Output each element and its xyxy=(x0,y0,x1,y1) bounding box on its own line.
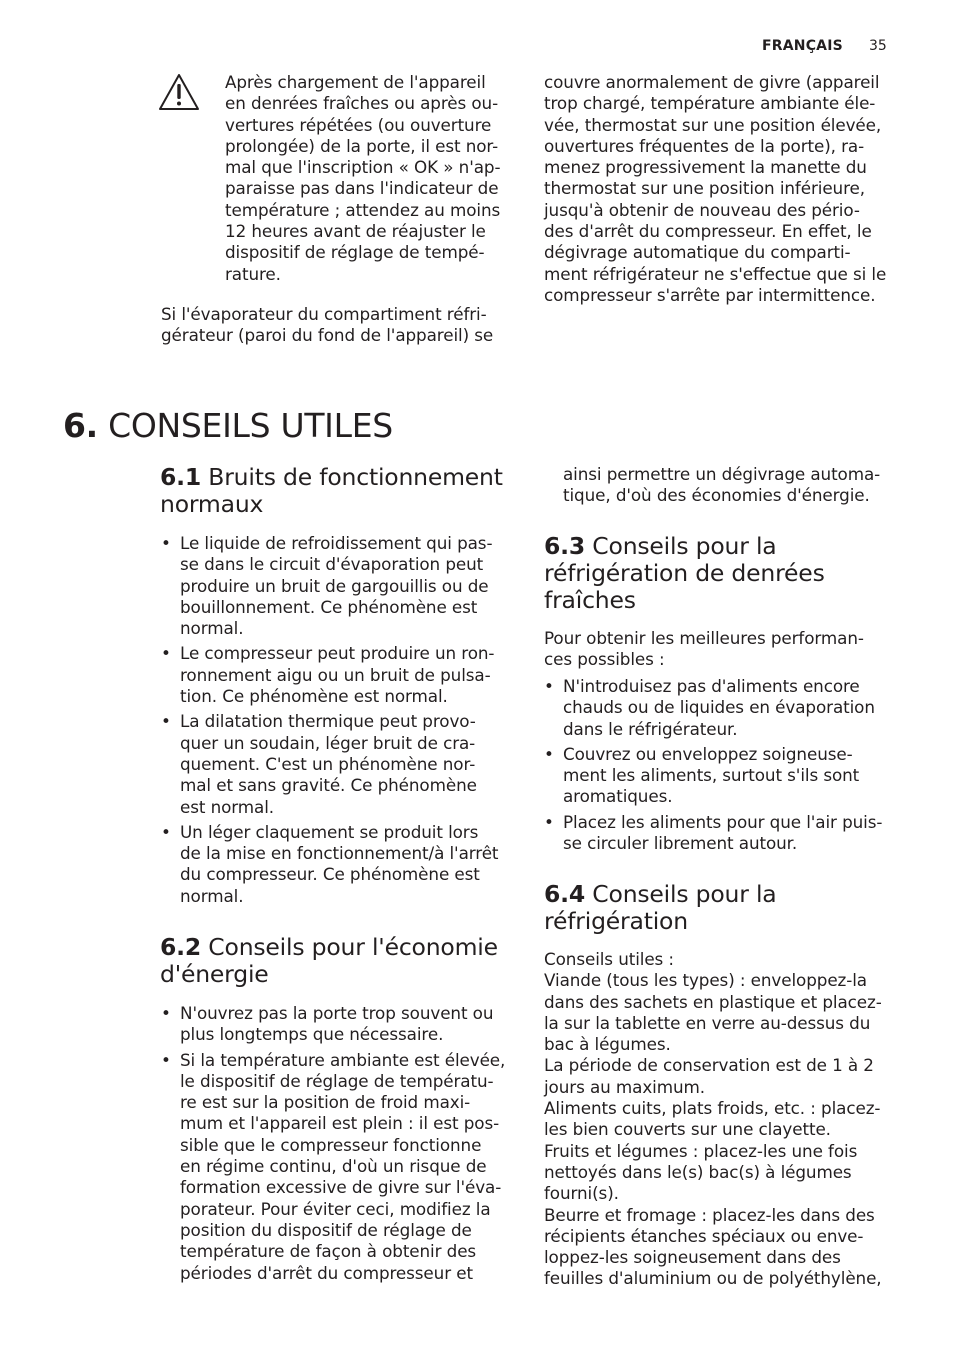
section-title: Bruits de fonctionnement normaux xyxy=(160,463,503,518)
list-item xyxy=(161,1003,531,1046)
bullet: • xyxy=(544,743,554,764)
chapter-number: 6. xyxy=(63,406,98,445)
bullet: • xyxy=(544,811,554,832)
warning-note: Après chargement de l'appareil en denrées fraîches ou après ou- vertures répétées (ou ouverture prolongée) de la porte, il est nor- mal que l'inscription « OK » n'ap- paraisse pas dans l'indicateur de température ; attendez au moins 12 heures avant de réajuster le dispositif de réglage de tempé- rature. xyxy=(225,72,501,284)
section-number: 6.2 xyxy=(160,933,202,961)
list-item xyxy=(161,822,531,907)
section-6-3-intro: Pour obtenir les meilleures performan- ces possibles : xyxy=(544,628,864,670)
section-6-2-heading xyxy=(160,934,540,988)
section-number: 6.4 xyxy=(544,880,586,908)
chapter-title: CONSEILS UTILES xyxy=(108,406,393,445)
bullet: • xyxy=(161,1049,171,1070)
list-item-text: La dilatation thermique peut provo- quer un soudain, léger bruit de cra- quement. C'est un phénomène nor- mal et sans gravité. Ce phénomène est normal. xyxy=(180,711,477,817)
section-6-3-heading xyxy=(544,533,924,614)
list-item xyxy=(161,533,531,639)
section-title: Conseils pour la réfrigération xyxy=(544,880,777,935)
section-number: 6.3 xyxy=(544,532,586,560)
bullet: • xyxy=(161,1003,171,1023)
list-item-text: Si la température ambiante est élevée, le dispositif de réglage de températu- re est sur la position de froid maxi- mum et l'appareil est plein : il est pos- sible que le compresseur fonctionne en régime continu, d'où un risque de formation excessive de givre sur l'éva- porateur. Pour éviter ceci, modifiez la position du dispositif de réglage de température de façon à obtenir des périodes d'arrêt du compresseur et xyxy=(180,1049,506,1283)
chapter-heading xyxy=(63,404,393,448)
bullet: • xyxy=(161,711,171,732)
section-6-4-heading xyxy=(544,881,924,935)
bullet: • xyxy=(161,643,171,664)
list-item xyxy=(544,812,914,855)
list-item-text: N'introduisez pas d'aliments encore chauds ou de liquides en évaporation dans le réfrigérateur. xyxy=(563,676,875,739)
section-6-3-list xyxy=(544,676,914,858)
section-title: Conseils pour l'économie d'énergie xyxy=(160,933,498,988)
bullet: • xyxy=(161,821,171,842)
section-6-4-body: Conseils utiles : Viande (tous les types) : enveloppez-la dans des sachets en plastique et placez- la sur la tablette en verre au-dessus du bac à légumes. La période de conservation est de 1 à 2 jours au maximum. Aliments cuits, plats froids, etc. : placez- les bien couverts sur une clayette. Fruits et légumes : placez-les une fois nettoyés dans le(s) bac(s) à légumes fourni(s). Beurre et fromage : placez-les dans des récipients étanches spéciaux ou enve- loppez-les soigneusement dans des feuilles d'aluminium ou de polyéthylène, xyxy=(544,949,882,1289)
list-item xyxy=(161,1050,531,1284)
list-item-text: N'ouvrez pas la porte trop souvent ou plus longtemps que nécessaire. xyxy=(180,1003,494,1045)
intro-paragraph-left: Si l'évaporateur du compartiment réfri- gérateur (paroi du fond de l'appareil) se xyxy=(161,304,494,346)
list-item-text: Placez les aliments pour que l'air puis- se circuler librement autour. xyxy=(563,811,883,854)
list-item xyxy=(161,711,531,817)
section-6-2-continuation: ainsi permettre un dégivrage automa- tique, d'où des économies d'énergie. xyxy=(563,464,881,506)
section-6-2-list xyxy=(161,1003,531,1288)
list-item xyxy=(161,643,531,707)
section-number: 6.1 xyxy=(160,463,202,491)
section-title: Conseils pour la réfrigération de denrées fraîches xyxy=(544,532,825,614)
list-item-text: Couvrez ou enveloppez soigneuse- ment les aliments, surtout s'ils sont aromatiques. xyxy=(563,743,860,807)
list-item-text: Le liquide de refroidissement qui pas- se dans le circuit d'évaporation peut produire un bruit de gargouillis ou de bouillonnement. Ce phénomène est normal. xyxy=(180,533,493,639)
list-item xyxy=(544,744,914,808)
intro-paragraph-right: couvre anormalement de givre (appareil trop chargé, température ambiante éle- vée, thermostat sur une position élevée, ouvertures fréquentes de la porte), ra- menez progressivement la manette du thermostat sur une position inférieure, jusqu'à obtenir de nouveau des pério- des d'arrêt du compresseur. En effet, le dégivrage automatique du comparti- ment réfrigérateur ne s'effectue que si le compresseur s'arrête par intermittence. xyxy=(544,72,887,305)
bullet: • xyxy=(544,676,554,696)
header-language: FRANÇAIS xyxy=(762,38,843,54)
section-6-1-heading xyxy=(160,464,540,518)
bullet: • xyxy=(161,533,171,553)
section-6-1-list xyxy=(161,533,531,911)
list-item-text: Le compresseur peut produire un ron- ronnement aigu ou un bruit de pulsa- tion. Ce phénomène est normal. xyxy=(180,643,495,707)
list-item-text: Un léger claquement se produit lors de la mise en fonctionnement/à l'arrêt du compresseur. Ce phénomène est normal. xyxy=(180,821,499,906)
page-number: 35 xyxy=(869,38,887,54)
warning-triangle-icon xyxy=(158,73,200,111)
list-item xyxy=(544,676,914,740)
